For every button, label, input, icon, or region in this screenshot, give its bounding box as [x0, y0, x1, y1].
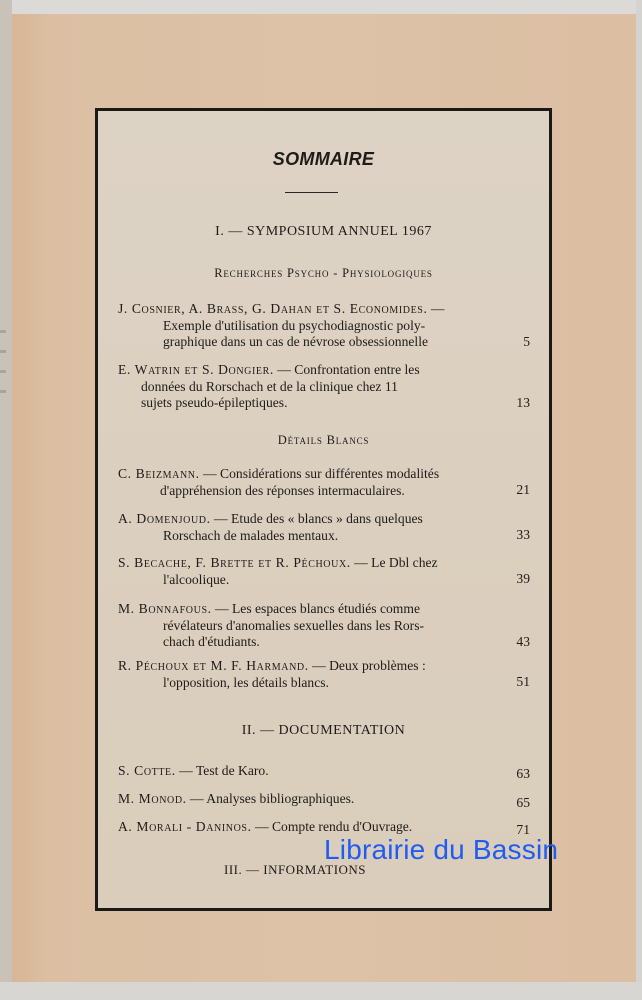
entry-title-line: Deux problèmes : — [329, 658, 426, 673]
section-heading-informations: III. — INFORMATIONS — [224, 862, 367, 877]
entry-authors: M. Monod. — [118, 791, 187, 806]
dash: — — [251, 819, 272, 834]
entry-page-number: 71 — [516, 822, 530, 837]
entry-authors: A. Morali - Daninos. — [118, 819, 252, 834]
subsection-heading-details-blancs: Détails Blancs — [277, 433, 370, 447]
dash: — — [175, 763, 196, 778]
scan-background-right — [636, 0, 642, 1000]
toc-entry — [118, 511, 530, 544]
dash: — — [308, 658, 330, 673]
entry-title-line: Analyses bibliographiques. — [206, 791, 355, 806]
toc-entry — [118, 601, 530, 651]
scan-background-left — [0, 0, 12, 1000]
entry-authors: S. Becache, F. Brette et R. Péchoux. — [118, 555, 351, 570]
dash: — — [210, 511, 232, 526]
toc-entry — [118, 466, 530, 499]
entry-title-line: Rorschach de malades mentaux. — [163, 527, 339, 543]
entry-page-number: 63 — [516, 766, 530, 781]
entry-title-line: sujets pseudo-épileptiques. — [141, 395, 288, 410]
entry-title-line: chach d'étudiants. — [163, 634, 260, 649]
toc-entry — [118, 362, 530, 412]
scan-background-top — [0, 0, 642, 14]
dash: — — [273, 362, 295, 377]
entry-title-line: Confrontation entre les — [294, 362, 420, 377]
entry-page-number: 43 — [516, 634, 530, 649]
entry-title-line: Exemple d'utilisation du psychodiagnostic poly- — [163, 317, 426, 333]
entry-page-number: 21 — [516, 482, 530, 497]
entry-title-line: Considérations sur différentes modalités — [220, 466, 440, 481]
section-heading-symposium: I. — SYMPOSIUM ANNUEL 1967 — [215, 224, 432, 239]
scan-background-bottom — [0, 982, 642, 1000]
subsection-heading-recherches: Recherches Psycho - Physiologiques — [214, 266, 433, 280]
entry-authors: M. Bonnafous. — [118, 601, 212, 616]
contents-frame — [95, 108, 552, 911]
dash: — — [186, 791, 207, 806]
entry-title-line: l'opposition, les détails blancs. — [163, 674, 329, 690]
dash: — — [199, 466, 221, 481]
adjacent-page-edge — [0, 330, 6, 410]
entry-page-number: 5 — [523, 334, 530, 349]
entry-title-line: graphique dans un cas de névrose obsessionnelle — [163, 334, 429, 349]
entry-title-line: d'appréhension des réponses intermaculaires. — [160, 482, 405, 498]
title-rule — [285, 192, 338, 193]
toc-entry — [118, 555, 530, 588]
toc-entry — [118, 658, 530, 691]
page-title: SOMMAIRE — [272, 149, 375, 169]
entry-title-line: l'alcoolique. — [163, 571, 230, 587]
entry-title-line: Le Dbl chez — [371, 555, 438, 570]
entry-title-line: Compte rendu d'Ouvrage. — [271, 819, 413, 834]
entry-authors: C. Beizmann. — [118, 466, 200, 481]
dash: — — [350, 555, 372, 570]
toc-entry — [118, 301, 530, 351]
entry-page-number: 39 — [516, 571, 530, 586]
entry-authors: R. Péchoux et M. F. Harmand. — [118, 658, 309, 673]
entry-authors: A. Domenjoud. — [118, 511, 211, 526]
entry-page-number: 51 — [516, 674, 530, 689]
entry-title-line: Test de Karo. — [195, 763, 269, 778]
entry-authors: J. Cosnier, A. Brass, G. Dahan et S. Economides. — [118, 301, 428, 316]
entry-page-number: 65 — [516, 795, 530, 810]
entry-page-number: 33 — [516, 527, 530, 542]
watermark: Librairie du Bassin — [324, 834, 559, 865]
dash: — — [211, 601, 232, 616]
entry-title-line: données du Rorschach et de la clinique chez 11 — [141, 378, 398, 394]
toc-entry — [118, 791, 530, 808]
entry-title-line: Les espaces blancs étudiés comme — [232, 601, 420, 616]
entry-page-number: 13 — [516, 395, 530, 410]
entry-title-line: Etude des « blancs » dans quelques — [231, 511, 423, 526]
entry-title-line: révélateurs d'anomalies sexuelles dans les Rors- — [163, 617, 425, 633]
section-heading-documentation: II. — DOCUMENTATION — [241, 723, 406, 738]
entry-authors: S. Cotte. — [118, 763, 176, 778]
toc-entry — [118, 763, 530, 780]
entry-authors: E. Watrin et S. Dongier. — [118, 362, 274, 377]
dash: — — [427, 301, 445, 316]
